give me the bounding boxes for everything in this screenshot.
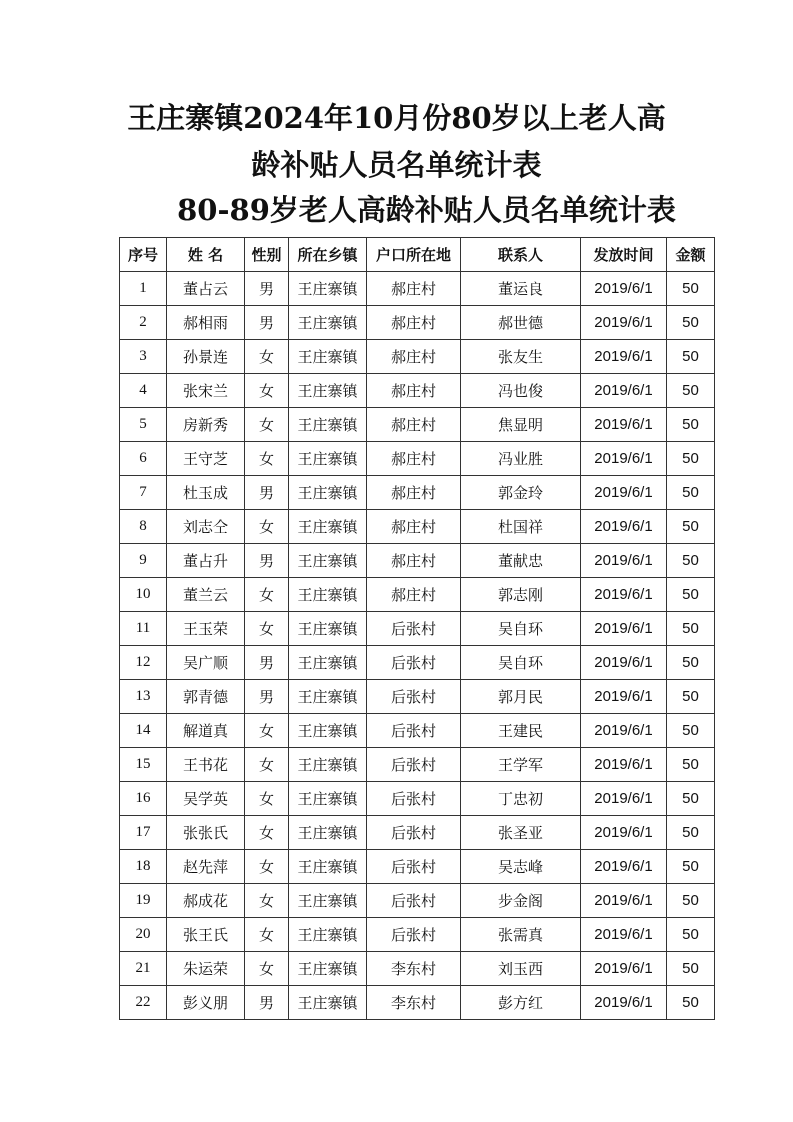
cell-amount: 50: [667, 986, 715, 1020]
cell-date: 2019/6/1: [581, 544, 667, 578]
cell-date: 2019/6/1: [581, 374, 667, 408]
cell-name: 解道真: [167, 714, 245, 748]
cell-gender: 女: [245, 714, 289, 748]
cell-contact: 吴自环: [461, 646, 581, 680]
cell-date: 2019/6/1: [581, 442, 667, 476]
cell-gender: 女: [245, 782, 289, 816]
cell-gender: 女: [245, 374, 289, 408]
cell-name: 赵先萍: [167, 850, 245, 884]
cell-name: 董兰云: [167, 578, 245, 612]
cell-gender: 女: [245, 612, 289, 646]
cell-date: 2019/6/1: [581, 340, 667, 374]
cell-name: 王玉荣: [167, 612, 245, 646]
cell-township: 王庄寨镇: [289, 544, 367, 578]
cell-gender: 男: [245, 646, 289, 680]
cell-contact: 吴志峰: [461, 850, 581, 884]
cell-village: 郝庄村: [367, 544, 461, 578]
cell-amount: 50: [667, 884, 715, 918]
cell-gender: 女: [245, 578, 289, 612]
cell-gender: 女: [245, 884, 289, 918]
document-title-line-2: 龄补贴人员名单统计表: [251, 148, 542, 182]
cell-date: 2019/6/1: [581, 884, 667, 918]
cell-gender: 男: [245, 306, 289, 340]
cell-township: 王庄寨镇: [289, 612, 367, 646]
cell-contact: 杜国祥: [461, 510, 581, 544]
cell-date: 2019/6/1: [581, 748, 667, 782]
cell-amount: 50: [667, 544, 715, 578]
cell-village: 后张村: [367, 680, 461, 714]
cell-name: 郝相雨: [167, 306, 245, 340]
cell-name: 朱运荣: [167, 952, 245, 986]
cell-village: 后张村: [367, 748, 461, 782]
table-row: [120, 442, 715, 476]
cell-amount: 50: [667, 578, 715, 612]
cell-amount: 50: [667, 442, 715, 476]
cell-township: 王庄寨镇: [289, 646, 367, 680]
cell-index: 16: [120, 782, 167, 816]
cell-index: 18: [120, 850, 167, 884]
table-row: [120, 680, 715, 714]
table-row: [120, 714, 715, 748]
cell-contact: 董运良: [461, 272, 581, 306]
cell-contact: 焦显明: [461, 408, 581, 442]
table-row: [120, 748, 715, 782]
cell-gender: 女: [245, 816, 289, 850]
header-contact: 联系人: [461, 238, 581, 272]
cell-village: 后张村: [367, 782, 461, 816]
cell-contact: 郭月民: [461, 680, 581, 714]
table-row: [120, 306, 715, 340]
cell-village: 郝庄村: [367, 374, 461, 408]
cell-township: 王庄寨镇: [289, 476, 367, 510]
cell-amount: 50: [667, 680, 715, 714]
cell-name: 刘志仝: [167, 510, 245, 544]
cell-village: 郝庄村: [367, 272, 461, 306]
header-gender: 性别: [245, 238, 289, 272]
table-row: [120, 340, 715, 374]
cell-index: 10: [120, 578, 167, 612]
cell-contact: 郭金玲: [461, 476, 581, 510]
cell-contact: 吴自环: [461, 612, 581, 646]
cell-date: 2019/6/1: [581, 306, 667, 340]
cell-index: 6: [120, 442, 167, 476]
cell-village: 郝庄村: [367, 306, 461, 340]
cell-contact: 董献忠: [461, 544, 581, 578]
cell-township: 王庄寨镇: [289, 850, 367, 884]
table-row: [120, 544, 715, 578]
cell-gender: 女: [245, 952, 289, 986]
cell-index: 22: [120, 986, 167, 1020]
table-row: [120, 986, 715, 1020]
cell-name: 彭义朋: [167, 986, 245, 1020]
cell-gender: 女: [245, 340, 289, 374]
table-row: [120, 918, 715, 952]
cell-index: 11: [120, 612, 167, 646]
cell-gender: 女: [245, 442, 289, 476]
table-row: [120, 510, 715, 544]
table-row: [120, 952, 715, 986]
cell-gender: 女: [245, 850, 289, 884]
cell-amount: 50: [667, 272, 715, 306]
cell-township: 王庄寨镇: [289, 986, 367, 1020]
cell-gender: 女: [245, 408, 289, 442]
cell-index: 4: [120, 374, 167, 408]
cell-village: 郝庄村: [367, 510, 461, 544]
header-name: 姓 名: [167, 238, 245, 272]
cell-township: 王庄寨镇: [289, 680, 367, 714]
cell-index: 19: [120, 884, 167, 918]
cell-village: 郝庄村: [367, 442, 461, 476]
document-title-line-1: 王庄寨镇2024年10月份80岁以上老人高: [127, 101, 666, 135]
cell-name: 吴广顺: [167, 646, 245, 680]
table-row: [120, 272, 715, 306]
table-row: [120, 646, 715, 680]
table-row: [120, 884, 715, 918]
cell-amount: 50: [667, 476, 715, 510]
cell-amount: 50: [667, 918, 715, 952]
cell-date: 2019/6/1: [581, 918, 667, 952]
cell-amount: 50: [667, 782, 715, 816]
cell-date: 2019/6/1: [581, 578, 667, 612]
cell-name: 郝成花: [167, 884, 245, 918]
cell-gender: 男: [245, 544, 289, 578]
cell-amount: 50: [667, 646, 715, 680]
cell-village: 后张村: [367, 850, 461, 884]
cell-village: 李东村: [367, 986, 461, 1020]
header-issue-date: 发放时间: [581, 238, 667, 272]
cell-index: 21: [120, 952, 167, 986]
cell-amount: 50: [667, 952, 715, 986]
cell-index: 9: [120, 544, 167, 578]
header-township: 所在乡镇: [289, 238, 367, 272]
cell-name: 王守芝: [167, 442, 245, 476]
cell-contact: 张友生: [461, 340, 581, 374]
cell-gender: 男: [245, 986, 289, 1020]
cell-index: 8: [120, 510, 167, 544]
cell-township: 王庄寨镇: [289, 340, 367, 374]
table-row: [120, 408, 715, 442]
cell-index: 15: [120, 748, 167, 782]
cell-date: 2019/6/1: [581, 408, 667, 442]
cell-gender: 男: [245, 680, 289, 714]
cell-name: 杜玉成: [167, 476, 245, 510]
cell-name: 董占升: [167, 544, 245, 578]
cell-contact: 丁忠初: [461, 782, 581, 816]
cell-village: 后张村: [367, 884, 461, 918]
cell-index: 12: [120, 646, 167, 680]
cell-name: 张王氏: [167, 918, 245, 952]
cell-amount: 50: [667, 748, 715, 782]
cell-township: 王庄寨镇: [289, 918, 367, 952]
table-row: [120, 612, 715, 646]
cell-amount: 50: [667, 816, 715, 850]
cell-amount: 50: [667, 374, 715, 408]
cell-date: 2019/6/1: [581, 816, 667, 850]
cell-township: 王庄寨镇: [289, 442, 367, 476]
cell-village: 后张村: [367, 816, 461, 850]
cell-village: 后张村: [367, 612, 461, 646]
cell-date: 2019/6/1: [581, 612, 667, 646]
cell-index: 3: [120, 340, 167, 374]
cell-index: 20: [120, 918, 167, 952]
cell-township: 王庄寨镇: [289, 816, 367, 850]
cell-township: 王庄寨镇: [289, 782, 367, 816]
cell-gender: 女: [245, 748, 289, 782]
cell-township: 王庄寨镇: [289, 272, 367, 306]
cell-township: 王庄寨镇: [289, 952, 367, 986]
cell-date: 2019/6/1: [581, 952, 667, 986]
cell-name: 王书花: [167, 748, 245, 782]
cell-village: 郝庄村: [367, 578, 461, 612]
cell-name: 张张氏: [167, 816, 245, 850]
cell-gender: 女: [245, 918, 289, 952]
cell-amount: 50: [667, 714, 715, 748]
cell-gender: 男: [245, 476, 289, 510]
cell-township: 王庄寨镇: [289, 884, 367, 918]
cell-village: 郝庄村: [367, 476, 461, 510]
cell-index: 13: [120, 680, 167, 714]
cell-contact: 彭方红: [461, 986, 581, 1020]
header-index: 序号: [120, 238, 167, 272]
cell-name: 孙景连: [167, 340, 245, 374]
cell-index: 7: [120, 476, 167, 510]
cell-index: 14: [120, 714, 167, 748]
cell-village: 后张村: [367, 646, 461, 680]
cell-amount: 50: [667, 612, 715, 646]
header-amount: 金额: [667, 238, 715, 272]
cell-contact: 冯业胜: [461, 442, 581, 476]
cell-contact: 王建民: [461, 714, 581, 748]
cell-township: 王庄寨镇: [289, 408, 367, 442]
header-registered-village: 户口所在地: [367, 238, 461, 272]
cell-village: 李东村: [367, 952, 461, 986]
cell-contact: 刘玉西: [461, 952, 581, 986]
cell-amount: 50: [667, 340, 715, 374]
cell-township: 王庄寨镇: [289, 714, 367, 748]
cell-village: 郝庄村: [367, 408, 461, 442]
cell-name: 吴学英: [167, 782, 245, 816]
cell-date: 2019/6/1: [581, 850, 667, 884]
cell-contact: 张需真: [461, 918, 581, 952]
cell-contact: 步金阁: [461, 884, 581, 918]
cell-amount: 50: [667, 408, 715, 442]
cell-date: 2019/6/1: [581, 510, 667, 544]
table-body: [120, 272, 715, 1020]
cell-amount: 50: [667, 510, 715, 544]
cell-date: 2019/6/1: [581, 986, 667, 1020]
subsidy-table: [119, 237, 715, 1020]
cell-village: 郝庄村: [367, 340, 461, 374]
cell-name: 董占云: [167, 272, 245, 306]
table-row: [120, 476, 715, 510]
table-row: [120, 782, 715, 816]
cell-village: 后张村: [367, 714, 461, 748]
cell-amount: 50: [667, 306, 715, 340]
document-subtitle: 80-89岁老人高龄补贴人员名单统计表: [177, 193, 676, 227]
cell-name: 张宋兰: [167, 374, 245, 408]
table-header-row: [120, 238, 715, 272]
cell-township: 王庄寨镇: [289, 578, 367, 612]
cell-date: 2019/6/1: [581, 714, 667, 748]
cell-contact: 王学军: [461, 748, 581, 782]
cell-name: 房新秀: [167, 408, 245, 442]
cell-village: 后张村: [367, 918, 461, 952]
cell-date: 2019/6/1: [581, 782, 667, 816]
cell-date: 2019/6/1: [581, 476, 667, 510]
cell-township: 王庄寨镇: [289, 306, 367, 340]
cell-township: 王庄寨镇: [289, 510, 367, 544]
table-row: [120, 850, 715, 884]
cell-amount: 50: [667, 850, 715, 884]
cell-index: 5: [120, 408, 167, 442]
table-row: [120, 816, 715, 850]
cell-index: 1: [120, 272, 167, 306]
cell-index: 2: [120, 306, 167, 340]
cell-township: 王庄寨镇: [289, 748, 367, 782]
cell-contact: 张圣亚: [461, 816, 581, 850]
cell-name: 郭青德: [167, 680, 245, 714]
cell-date: 2019/6/1: [581, 646, 667, 680]
cell-index: 17: [120, 816, 167, 850]
cell-contact: 冯也俊: [461, 374, 581, 408]
cell-contact: 郝世德: [461, 306, 581, 340]
cell-date: 2019/6/1: [581, 680, 667, 714]
cell-gender: 女: [245, 510, 289, 544]
table-row: [120, 578, 715, 612]
cell-township: 王庄寨镇: [289, 374, 367, 408]
cell-gender: 男: [245, 272, 289, 306]
table-row: [120, 374, 715, 408]
cell-contact: 郭志刚: [461, 578, 581, 612]
cell-date: 2019/6/1: [581, 272, 667, 306]
